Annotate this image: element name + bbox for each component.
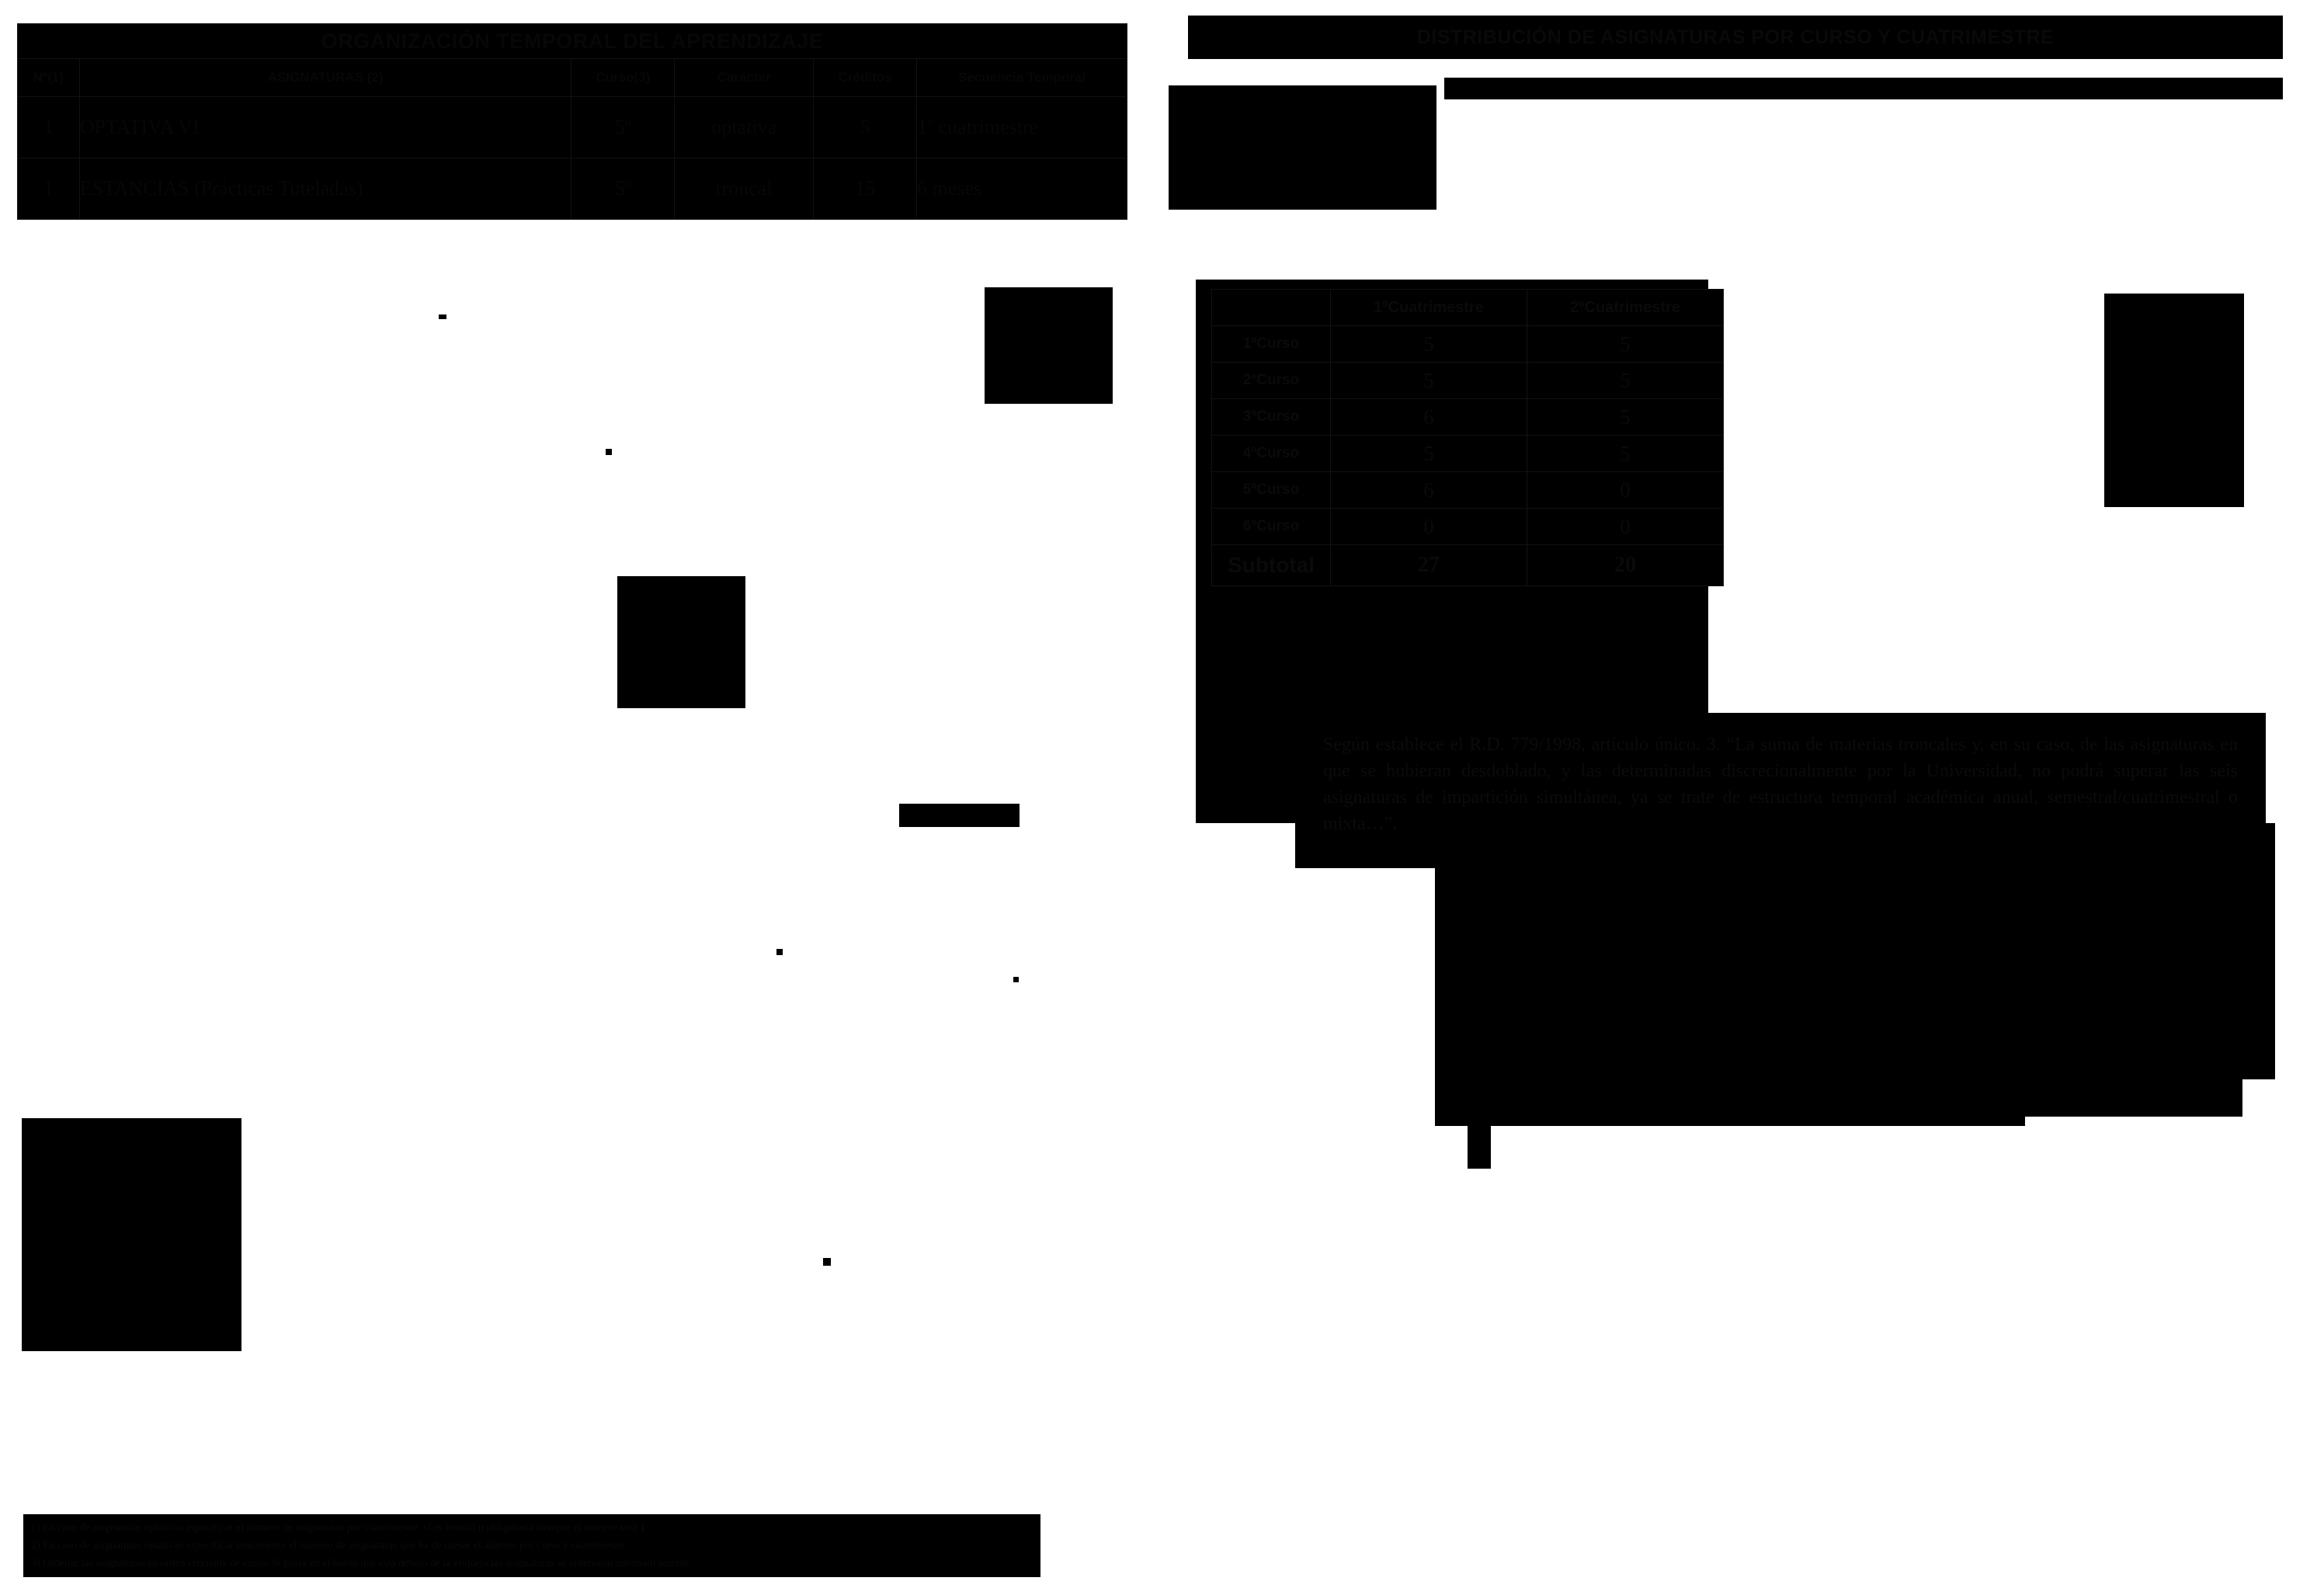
row-0-curso: 5º [571,97,675,158]
redaction-block [1435,1072,2025,1126]
redaction-block [606,449,612,455]
footnotes-block [23,1514,1040,1577]
table-row [1212,436,1724,472]
distribucion-table [1211,289,1724,586]
redaction-block [823,1258,831,1266]
table-row [1212,399,1724,436]
row-1-asignatura: ESTANCIAS (Prácticas Tuteladas) [79,158,571,220]
row-1-curso: 5º [571,158,675,220]
dist-row-5-c1: 0 [1331,509,1527,545]
footnote-3: 3) Ordenar las asignaturas en orden creciente de curso. Si pulsa en el botón que está debajo de la etiqueta las asignaturas se ordenarán automáticamente. [31,1558,693,1569]
row-1-num: 1 [18,158,80,220]
header-asignaturas: ASIGNATURAS (2) [79,59,571,97]
dist-row-2-c1: 6 [1331,399,1527,436]
dist-total-label: Subtotal [1212,545,1331,586]
redaction-block [617,576,745,708]
table-row [1212,326,1724,363]
dist-row-5-label: 6ºCurso [1212,509,1331,545]
redaction-block [776,949,783,955]
redaction-block [1444,78,2283,99]
table-row [1212,472,1724,509]
dist-row-4-label: 5ºCurso [1212,472,1331,509]
dist-row-0-label: 1ºCurso [1212,326,1331,363]
distribucion-title-bar [1188,16,2283,59]
row-1-secuencia: 6 meses [917,158,1127,220]
dist-header-c2: 2ºCuatrimestre [1527,290,1724,326]
dist-row-1-c2: 5 [1527,363,1724,399]
header-secuencia: Secuencia Temporal [917,59,1127,97]
redaction-block [2104,294,2244,507]
distribution-table [1211,289,1724,586]
table-header-row [18,59,1127,97]
row-0-num: 1 [18,97,80,158]
row-0-caracter: optativa [675,97,814,158]
dist-row-0-c1: 5 [1331,326,1527,363]
dist-corner-cell [1212,290,1331,326]
table-row [1212,509,1724,545]
row-1-caracter: troncal [675,158,814,220]
header-curso: Curso(3) [571,59,675,97]
right-panel-title: DISTRIBUCIÓN DE ASIGNATURAS POR CURSO Y CUATRIMESTRE [1416,26,2055,48]
header-creditos: Créditos [814,59,917,97]
table-row [1212,363,1724,399]
normativa-quote-text: Según establece el R.D. 779/1998, artículo único. 3. “La suma de materias troncales y, en su caso, de las asignaturas en que se hubieran desdoblado, y las determinadas discrecionalmente por la Universidad, no podrá superar las seis asignaturas de impartición simultánea, ya se trate de estructura temporal académica anual, semestral/cuatrimestral o mixta…”. [1323,735,2238,834]
footnote-2: 2) En caso de asignaturas optativas especificar únicamente el número de asignaturas que ha de cursar el alumno por curso y cuatrimestre. [31,1540,628,1551]
table-row [18,97,1127,158]
redaction-block [1013,977,1019,982]
dist-row-4-c2: 0 [1527,472,1724,509]
row-0-secuencia: 1º cuatrimestre [917,97,1127,158]
dist-row-5-c2: 0 [1527,509,1724,545]
table-title-row [18,24,1127,59]
row-1-creditos: 15 [814,158,917,220]
row-0-asignatura: OPTATIVA VI [79,97,571,158]
redaction-block [1169,85,1436,210]
dist-row-3-c1: 5 [1331,436,1527,472]
dist-header-c1: 1ºCuatrimestre [1331,290,1527,326]
dist-row-0-c2: 5 [1527,326,1724,363]
dist-row-1-label: 2ºCurso [1212,363,1331,399]
table-row [18,158,1127,220]
row-0-creditos: 5 [814,97,917,158]
dist-row-1-c1: 5 [1331,363,1527,399]
redaction-block [22,1118,241,1351]
left-table [17,23,1127,220]
header-caracter: Carácter [675,59,814,97]
dist-total-row [1212,545,1724,586]
organizacion-temporal-table [17,23,1127,220]
left-table-title: ORGANIZACIÓN TEMPORAL DEL APRENDIZAJE [18,24,1127,59]
dist-header-row [1212,290,1724,326]
redaction-block [439,314,446,319]
dist-row-2-label: 3ºCurso [1212,399,1331,436]
redaction-block [899,804,1020,827]
redaction-block [1468,1126,1491,1169]
footnote-1: 1) En caso de asignaturas optativas especificar el número de asignaturas por cuatrimestre, si es troncal u obligatoria siempre el número será 1 [31,1522,646,1534]
normativa-quote-box [1295,713,2266,868]
dist-total-c1: 27 [1331,545,1527,586]
dist-row-2-c2: 5 [1527,399,1724,436]
header-numero: Nº(1) [18,59,80,97]
redaction-block [985,287,1113,404]
dist-row-4-c1: 6 [1331,472,1527,509]
dist-row-3-label: 4ºCurso [1212,436,1331,472]
dist-row-3-c2: 5 [1527,436,1724,472]
dist-total-c2: 20 [1527,545,1724,586]
